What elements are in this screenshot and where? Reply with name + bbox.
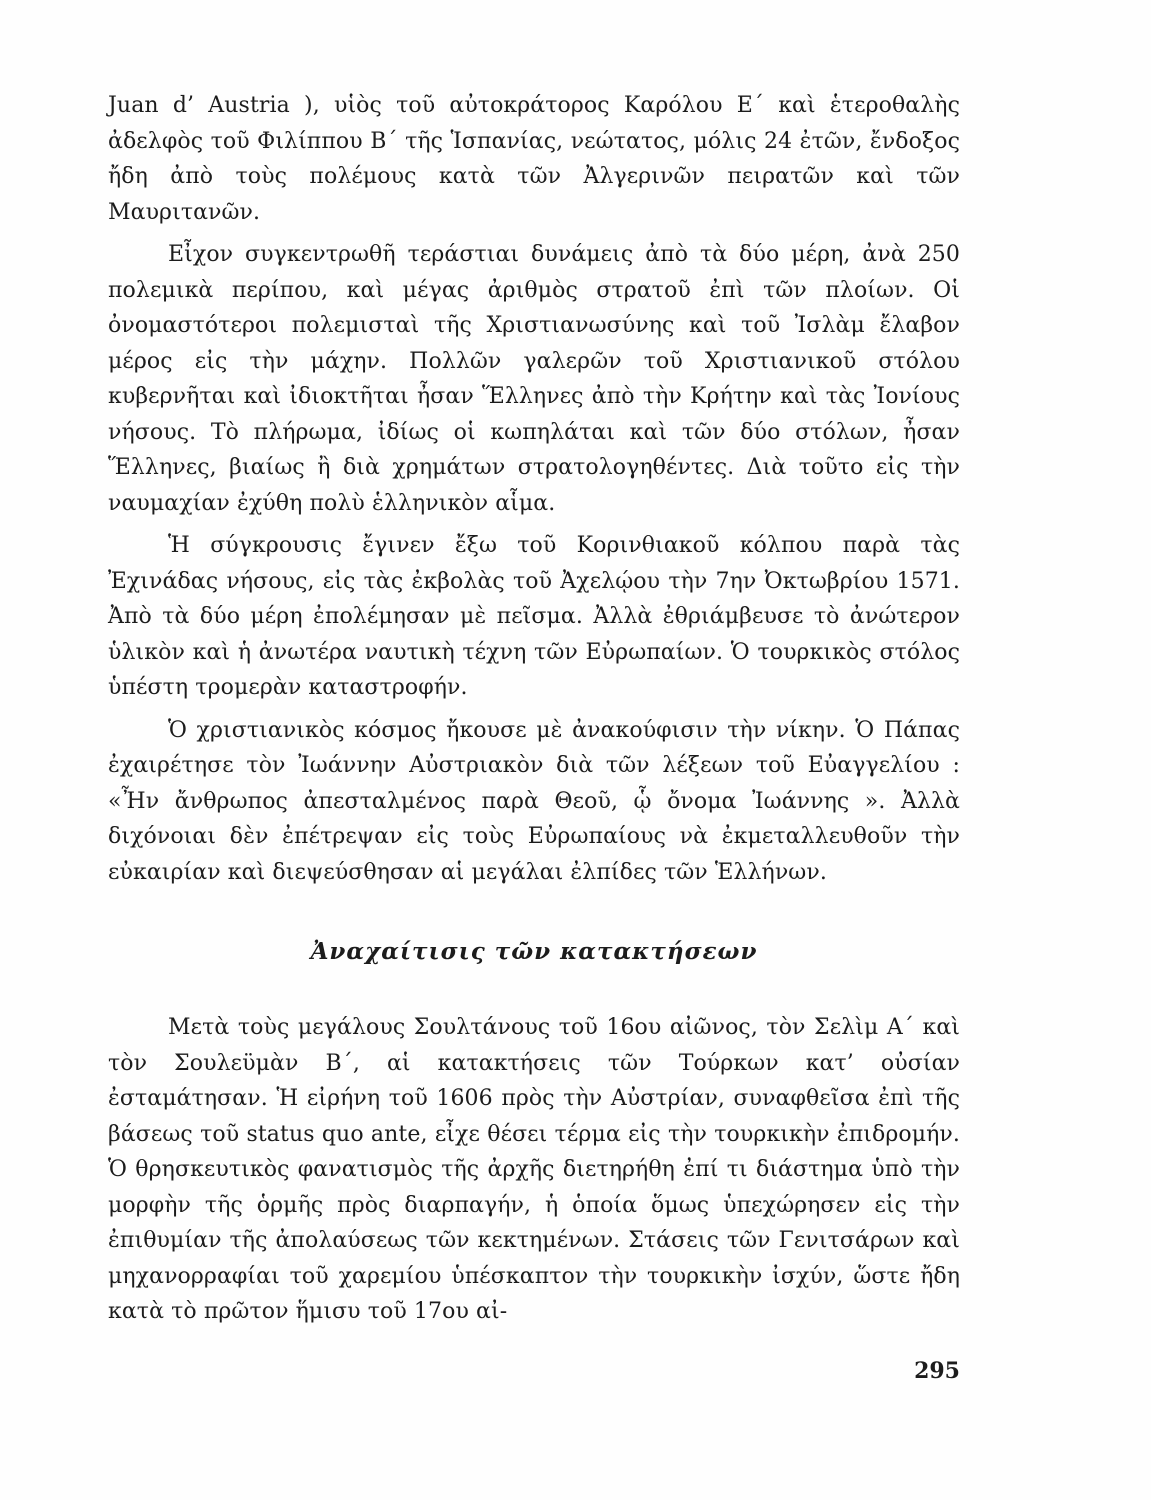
paragraph-forces: Εἶχον συγκεντρωθῆ τεράστιαι δυνάμεις ἀπὸ τὰ δύο μέρη, ἀνὰ 250 πολεμικὰ περίπου, καὶ μέγας ἀριθμὸς στρατοῦ ἐπὶ τῶν πλοίων. Οἱ ὀνομαστότεροι πολεμισταὶ τῆς Χριστιανωσύνης καὶ τοῦ Ἰσλὰμ ἔλαβον μέρος εἰς τὴν μάχην. Πολλῶν γαλερῶν τοῦ Χριστιανικοῦ στόλου κυβερνῆται καὶ ἰδιοκτῆται ἦσαν Ἕλληνες ἀπὸ τὴν Κρήτην καὶ τὰς Ἰονίους νήσους. Τὸ πλήρωμα, ἰδίως οἱ κωπηλάται καὶ τῶν δύο στόλων, ἦσαν Ἕλληνες, βιαίως ἢ διὰ χρημάτων στρατολογηθέντες. Διὰ τοῦτο εἰς τὴν ναυμαχίαν ἐχύθη πολὺ ἑλληνικὸν αἷμα. xyxy=(108,242,960,516)
page-number: 295 xyxy=(914,1358,960,1384)
paragraph-continued: Juan d’ Austria ), υἱὸς τοῦ αὐτοκράτορος Καρόλου Ε΄ καὶ ἑτεροθαλὴς ἀδελφὸς τοῦ Φιλίππου Β΄ τῆς Ἱσπανίας, νεώτατος, μόλις 24 ἐτῶν, ἔνδοξος ἤδη ἀπὸ τοὺς πολέμους κατὰ τῶν Ἀλγερινῶν πειρατῶν καὶ τῶν Μαυριτανῶν. xyxy=(108,93,960,225)
paragraph-christian-world: Ὁ χριστιανικὸς κόσμος ἤκουσε μὲ ἀνακούφισιν τὴν νίκην. Ὁ Πάπας ἐχαιρέτησε τὸν Ἰωάννην Αὐστριακὸν διὰ τῶν λέξεων τοῦ Εὐαγγελίου : «Ἦν ἄνθρωπος ἀπεσταλμένος παρὰ Θεοῦ, ᾧ ὄνομα Ἰωάννης ». Ἀλλὰ διχόνοιαι δὲν ἐπέτρεψαν εἰς τοὺς Εὐρωπαίους νὰ ἐκμεταλλευθοῦν τὴν εὐκαιρίαν καὶ διεψεύσθησαν αἱ μεγάλαι ἐλπίδες τῶν Ἑλλήνων. xyxy=(108,717,960,885)
body-text-top xyxy=(108,88,960,890)
section-heading: Ἀναχαίτισις τῶν κατακτήσεων xyxy=(310,938,758,965)
paragraph-collision: Ἡ σύγκρουσις ἔγινεν ἔξω τοῦ Κορινθιακοῦ κόλπου παρὰ τὰς Ἐχινάδας νήσους, εἰς τὰς ἐκβολὰς τοῦ Ἀχελῴου τὴν 7ην Ὀκτωβρίου 1571. Ἀπὸ τὰ δύο μέρη ἐπολέμησαν μὲ πεῖσμα. Ἀλλὰ ἐθριάμβευσε τὸ ἀνώτερον ὑλικὸν καὶ ἡ ἀνωτέρα ναυτικὴ τέχνη τῶν Εὐρωπαίων. Ὁ τουρκικὸς στόλος ὑπέστη τρομερὰν καταστροφήν. xyxy=(108,533,960,700)
paragraph-sultans: Μετὰ τοὺς μεγάλους Σουλτάνους τοῦ 16ου αἰῶνος, τὸν Σελὶμ Α΄ καὶ τὸν Σουλεϋμὰν Β΄, αἱ κατακτήσεις τῶν Τούρκων κατ’ οὐσίαν ἐσταμάτησαν. Ἡ εἰρήνη τοῦ 1606 πρὸς τὴν Αὐστρίαν, συναφθεῖσα ἐπὶ τῆς βάσεως τοῦ status quo ante, εἶχε θέσει τέρμα εἰς τὴν τουρκικὴν ἐπιδρομήν. Ὁ θρησκευτικὸς φανατισμὸς τῆς ἀρχῆς διετηρήθη ἐπί τι διάστημα ὑπὸ τὴν μορφὴν τῆς ὁρμῆς πρὸς διαρπαγήν, ἡ ὁποία ὅμως ὑπεχώρησεν εἰς τὴν ἐπιθυμίαν τῆς ἀπολαύσεως τῶν κεκτημένων. Στάσεις τῶν Γενιτσάρων καὶ μηχανορραφίαι τοῦ χαρεμίου ὑπέσκαπτον τὴν τουρκικὴν ἰσχύν, ὥστε ἤδη κατὰ τὸ πρῶτον ἥμισυ τοῦ 17ου αἰ- xyxy=(108,1015,960,1324)
body-text-bottom xyxy=(108,1010,960,1330)
